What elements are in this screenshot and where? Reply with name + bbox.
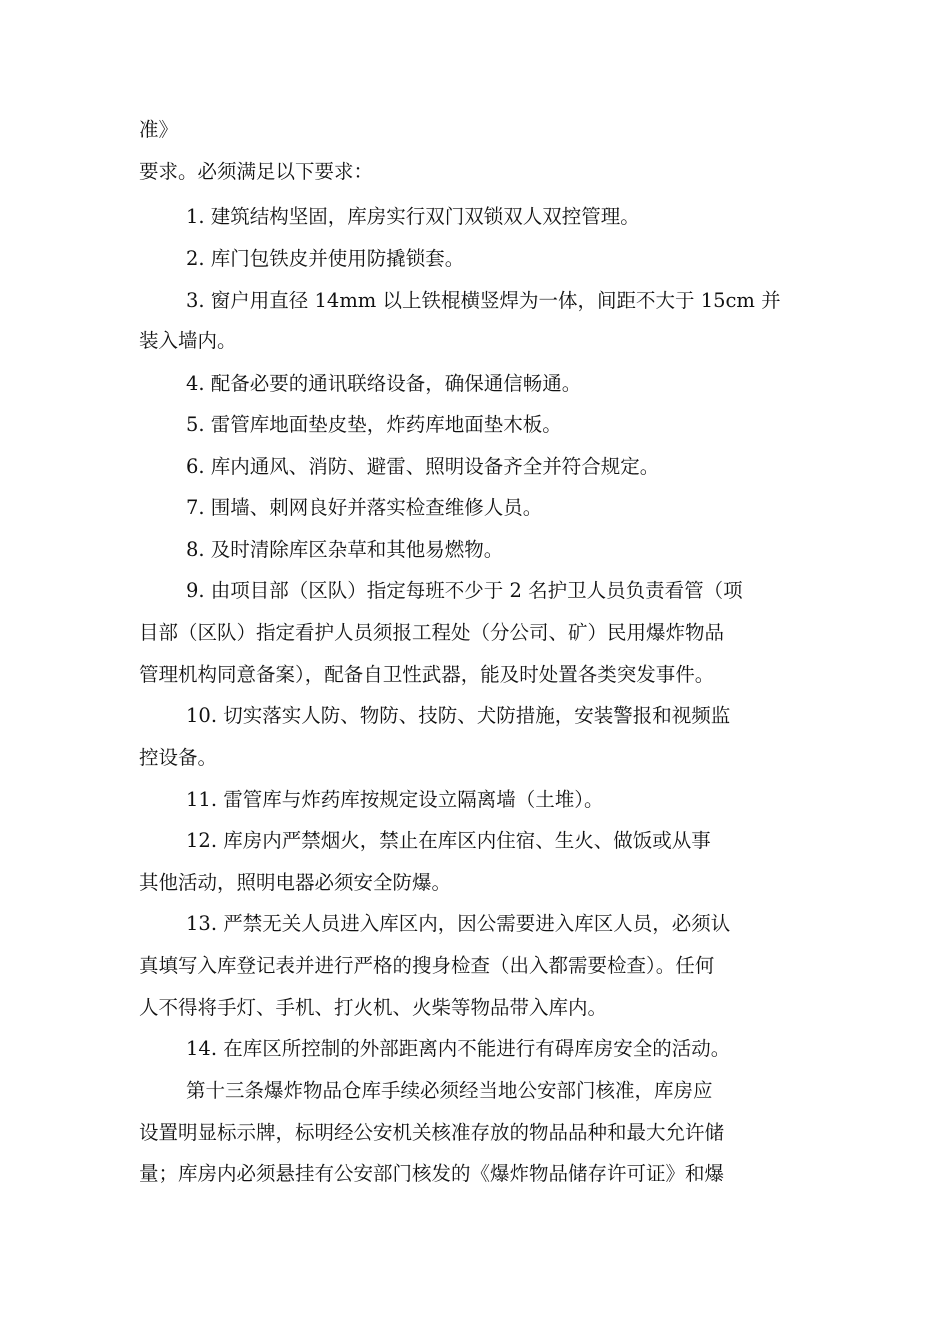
list-item: 9. 由项目部（区队）指定每班不少于 2 名护卫人员负责看管（项 (186, 579, 743, 602)
text-line: 管理机构同意备案），配备自卫性武器，能及时处置各类突发事件。 (139, 663, 715, 686)
list-item: 13. 严禁无关人员进入库区内，因公需要进入库区人员，必须认 (186, 912, 731, 935)
list-item: 11. 雷管库与炸药库按规定设立隔离墙（土堆）。 (186, 788, 604, 811)
list-item: 2. 库门包铁皮并使用防撬锁套。 (186, 247, 465, 270)
text-line: 控设备。 (139, 746, 218, 769)
list-item: 4. 配备必要的通讯联络设备，确保通信畅通。 (186, 372, 582, 395)
text-line: 人不得将手灯、手机、打火机、火柴等物品带入库内。 (139, 996, 608, 1019)
list-item: 5. 雷管库地面垫皮垫，炸药库地面垫木板。 (186, 413, 562, 436)
text-line: 装入墙内。 (139, 329, 237, 352)
list-item: 14. 在库区所控制的外部距离内不能进行有碍库房安全的活动。 (186, 1037, 731, 1060)
list-item: 6. 库内通风、消防、避雷、照明设备齐全并符合规定。 (186, 455, 660, 478)
text-line: 准》 (139, 118, 179, 141)
text-line: 其他活动，照明电器必须安全防爆。 (139, 871, 452, 894)
text-line: 目部（区队）指定看护人员须报工程处（分公司、矿）民用爆炸物品 (139, 621, 725, 644)
list-item: 1. 建筑结构坚固，库房实行双门双锁双人双控管理。 (186, 205, 640, 228)
text-line: 要求。必须满足以下要求： (139, 160, 374, 183)
text-line: 真填写入库登记表并进行严格的搜身检查（出入都需要检查）。任何 (139, 954, 715, 977)
list-item: 12. 库房内严禁烟火，禁止在库区内住宿、生火、做饭或从事 (186, 829, 711, 852)
list-item: 7. 围墙、刺网良好并落实检查维修人员。 (186, 496, 543, 519)
list-item: 3. 窗户用直径 14mm 以上铁棍横竖焊为一体，间距不大于 15cm 并 (186, 289, 781, 312)
text-line: 量；库房内必须悬挂有公安部门核发的《爆炸物品储存许可证》和爆 (139, 1162, 725, 1185)
list-item: 8. 及时清除库区杂草和其他易燃物。 (186, 538, 504, 561)
text-line: 设置明显标示牌，标明经公安机关核准存放的物品品种和最大允许储 (139, 1121, 725, 1144)
paragraph-start: 第十三条爆炸物品仓库手续必须经当地公安部门核准，库房应 (186, 1079, 713, 1102)
list-item: 10. 切实落实人防、物防、技防、犬防措施，安装警报和视频监 (186, 704, 731, 727)
